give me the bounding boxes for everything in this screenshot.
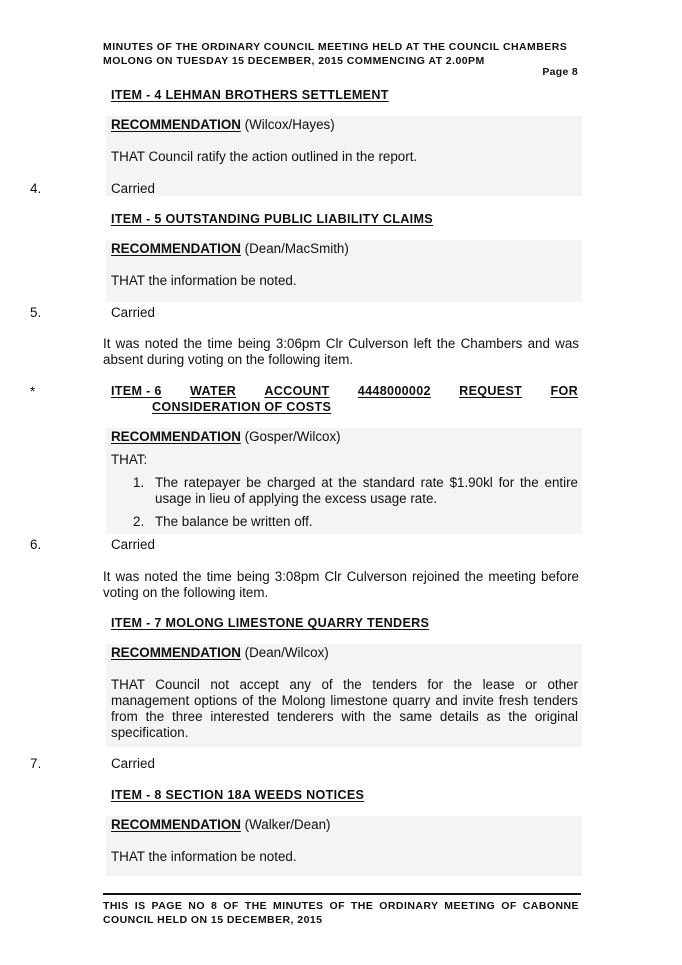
item-6-that: THAT: <box>111 452 148 467</box>
list-item-text: The ratepayer be charged at the standard rate $1.90kl for the entire usage in lieu of applying the excess usage rate. <box>155 475 578 506</box>
footer-text <box>103 899 579 927</box>
item-5-number: 5. <box>30 305 42 320</box>
item-7-recommendation: RECOMMENDATION (Dean/Wilcox) <box>111 645 329 660</box>
item-5-result: Carried <box>111 305 155 320</box>
header-title-line1: MINUTES OF THE ORDINARY COUNCIL MEETING HELD AT THE COUNCIL CHAMBERS <box>103 41 568 53</box>
list-item <box>133 475 578 507</box>
footer-rule <box>103 893 581 895</box>
item-4-heading: ITEM - 4 LEHMAN BROTHERS SETTLEMENT <box>111 88 389 102</box>
list-item-text: The balance be written off. <box>155 514 313 529</box>
list-item-number: 2. <box>133 514 145 529</box>
list-item <box>133 514 578 530</box>
item-6-resolution-list <box>133 475 578 530</box>
item-7-heading: ITEM - 7 MOLONG LIMESTONE QUARRY TENDERS <box>111 616 430 630</box>
item-8-resolution-text: THAT the information be noted. <box>111 849 297 864</box>
item-7-result: Carried <box>111 756 155 771</box>
item-6-number: 6. <box>30 537 42 552</box>
item-5-recommendation: RECOMMENDATION (Dean/MacSmith) <box>111 241 349 256</box>
item-6-marker: * <box>30 384 36 399</box>
item-6-recommendation: RECOMMENDATION (Gosper/Wilcox) <box>111 429 341 444</box>
item-8-heading: ITEM - 8 SECTION 18A WEEDS NOTICES <box>111 788 365 802</box>
item-4-recommendation: RECOMMENDATION (Wilcox/Hayes) <box>111 117 335 132</box>
list-item-number: 1. <box>133 475 145 490</box>
note-culverson-left: It was noted the time being 3:06pm Clr Culverson left the Chambers and was absent during voting on the following item. <box>103 336 579 367</box>
footer-line2: COUNCIL HELD ON 15 DECEMBER, 2015 <box>103 914 323 926</box>
item-6-heading-line2: CONSIDERATION OF COSTS <box>152 400 332 414</box>
note-culverson-rejoined: It was noted the time being 3:08pm Clr Culverson rejoined the meeting before voting on the following item. <box>103 569 579 600</box>
item-4-number: 4. <box>30 181 42 196</box>
footer-line1: THIS IS PAGE NO 8 OF THE MINUTES OF THE ORDINARY MEETING OF CABONNE <box>103 900 579 912</box>
item-4-result: Carried <box>111 181 155 196</box>
header-title-line2: MOLONG ON TUESDAY 15 DECEMBER, 2015 COMMENCING AT 2.00PM <box>103 55 485 67</box>
item-5-resolution-text: THAT the information be noted. <box>111 273 297 288</box>
item-7-resolution-text: THAT Council not accept any of the tenders for the lease or other management options of the Molong limestone quarry and invite fresh tenders from the three interested tenderers with the same details as the original specification. <box>111 677 578 740</box>
item-4-resolution-text: THAT Council ratify the action outlined in the report. <box>111 149 418 164</box>
item-6-heading: ITEM - 6 WATER ACCOUNT 4448000002 REQUEST FOR <box>111 384 578 398</box>
item-8-recommendation: RECOMMENDATION (Walker/Dean) <box>111 817 331 832</box>
item-7-number: 7. <box>30 756 42 771</box>
item-6-result: Carried <box>111 537 155 552</box>
item-5-heading: ITEM - 5 OUTSTANDING PUBLIC LIABILITY CLAIMS <box>111 212 433 226</box>
page-number: Page 8 <box>542 66 578 78</box>
